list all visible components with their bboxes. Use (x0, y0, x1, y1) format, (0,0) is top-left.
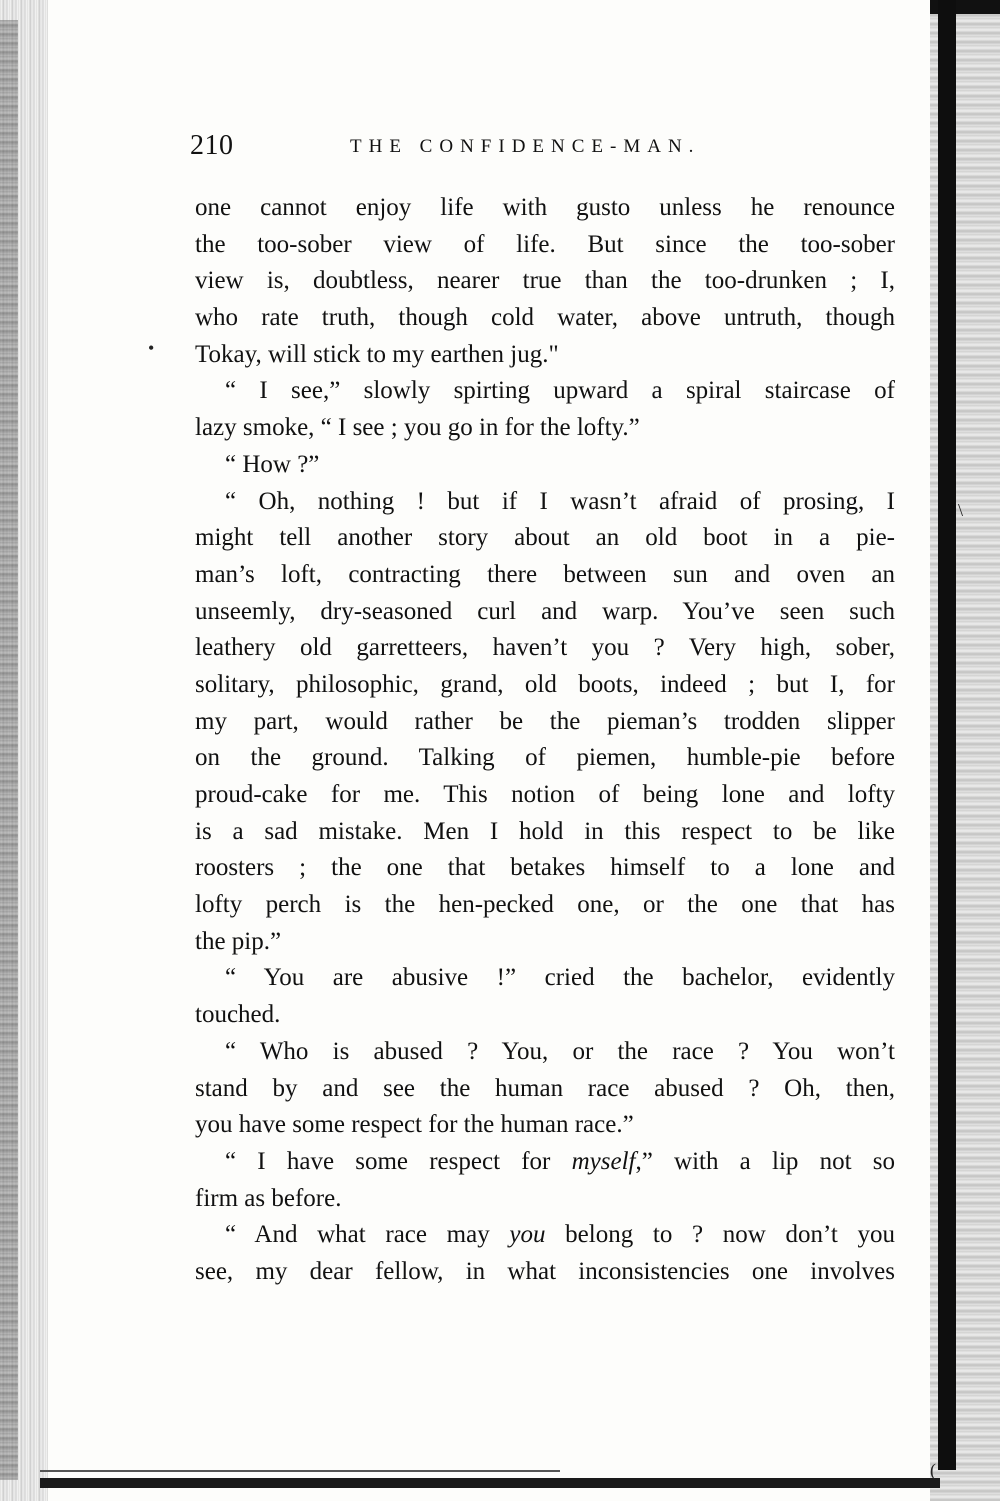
text-segment: “ And what race may (225, 1221, 510, 1249)
margin-mark: \ (958, 500, 964, 520)
text-line: “ You are abusive !” cried the bachelor, evidently (225, 964, 895, 992)
text-line: the too-sober view of life. But since the too-sober (195, 230, 895, 258)
bottom-edge-line (40, 1470, 560, 1472)
text-line: my part, would rather be the pieman’s trodden slipper (195, 707, 895, 735)
body-text (195, 190, 895, 1291)
text-line: you have some respect for the human race.” (195, 1111, 634, 1139)
ink-dot-mark: • (148, 338, 155, 358)
text-line: firm as before. (195, 1184, 342, 1212)
text-line: “ Who is abused ? You, or the race ? You won’t (225, 1037, 895, 1065)
text-line: is a sad mistake. Men I hold in this respect to be like (195, 817, 895, 845)
text-line: see, my dear fellow, in what inconsistencies one involves (195, 1257, 895, 1285)
binding-shadow (0, 20, 18, 1480)
text-line (195, 1144, 895, 1181)
right-edge-bar (938, 0, 956, 1470)
text-line: the pip.” (195, 927, 282, 955)
margin-mark: ( (930, 1460, 936, 1480)
text-line: on the ground. Talking of piemen, humble-pie before (195, 744, 895, 772)
text-segment: belong to ? now don’t you (545, 1221, 895, 1249)
page-header (190, 130, 750, 166)
text-line: “ How ?” (225, 450, 320, 478)
page-number: 210 (190, 130, 234, 161)
text-line: proud-cake for me. This notion of being lone and lofty (195, 781, 895, 808)
italic-text: you (509, 1221, 546, 1249)
text-line: “ Oh, nothing ! but if I wasn’t afraid of prosing, I (225, 487, 895, 515)
text-line: solitary, philosophic, grand, old boots, indeed ; but I, for (195, 670, 895, 698)
text-line: man’s loft, contracting there between sun and oven an (195, 560, 895, 588)
text-line: view is, doubtless, nearer true than the too-drunken ; I, (195, 267, 895, 295)
bottom-page-edge (40, 1478, 940, 1488)
italic-text: myself (571, 1147, 636, 1175)
text-line: stand by and see the human race abused ? Oh, then, (195, 1074, 895, 1102)
text-line: unseemly, dry-seasoned curl and warp. You’ve seen such (195, 597, 895, 625)
text-line: Tokay, will stick to my earthen jug." (195, 340, 559, 368)
text-line: “ I see,” slowly spirting upward a spiral staircase of (225, 377, 895, 405)
text-segment: ,” with a lip not so (635, 1147, 895, 1175)
text-line: who rate truth, though cold water, above untruth, though (195, 304, 895, 332)
text-line: one cannot enjoy life with gusto unless he renounce (195, 194, 895, 221)
text-line (195, 1217, 895, 1254)
text-line: lazy smoke, “ I see ; you go in for the lofty.” (195, 414, 640, 442)
text-line: roosters ; the one that betakes himself to a lone and (195, 854, 895, 882)
text-line: touched. (195, 1001, 281, 1029)
text-line: might tell another story about an old boot in a pie- (195, 524, 895, 552)
text-line: leathery old garretteers, haven’t you ? Very high, sober, (195, 634, 895, 662)
running-title: THE CONFIDENCE-MAN. (350, 136, 701, 157)
text-line: lofty perch is the hen-pecked one, or the one that has (195, 891, 895, 919)
text-segment: “ I have some respect for (225, 1147, 572, 1175)
